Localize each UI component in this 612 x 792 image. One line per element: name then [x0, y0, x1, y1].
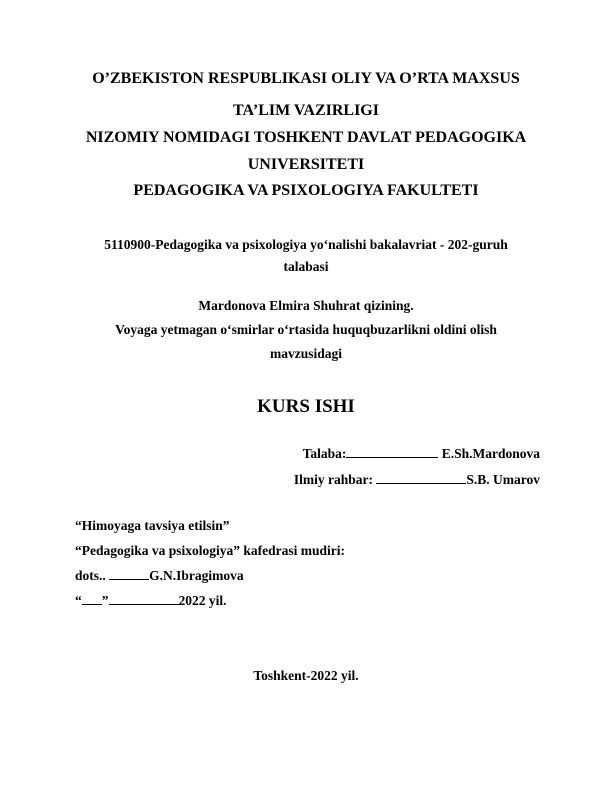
topic-line: Voyaga yetmagan o‘smirlar o‘rtasida huquqbuzarlikni oldini olish	[115, 322, 497, 337]
advisor-signature-line	[294, 472, 540, 488]
advisor-signature-name: S.B. Umarov	[466, 472, 540, 487]
advisor-signature-label: Ilmiy rahbar:	[293, 472, 373, 487]
student-signature-line	[303, 446, 540, 462]
approval-recommendation: “Himoyaga tavsiya etilsin”	[75, 518, 230, 533]
approval-date	[75, 593, 227, 609]
signature-blank	[346, 446, 438, 458]
day-blank	[82, 593, 102, 605]
ministry-line-2: TA’LIM VAZIRLIGI	[233, 102, 379, 119]
head-name: G.N.Ibragimova	[149, 568, 244, 583]
department-head-title: “Pedagogika va psixologiya” kafedrasi mudiri:	[75, 543, 346, 558]
student-name-line: Mardonova Elmira Shuhrat qizining.	[198, 298, 414, 313]
ministry-line-1: O’ZBEKISTON RESPUBLIKASI OLIY VA O’RTA MAXSUS	[92, 70, 520, 87]
month-blank	[109, 593, 179, 605]
city-year-footer: Toshkent-2022 yil.	[253, 668, 359, 683]
head-prefix: dots..	[75, 568, 106, 583]
signature-blank	[109, 568, 149, 580]
date-year: 2022 yil.	[178, 593, 227, 608]
faculty-line: PEDAGOGIKA VA PSIXOLOGIYA FAKULTETI	[133, 182, 479, 199]
signature-blank	[376, 472, 466, 484]
department-head-signature	[75, 568, 244, 584]
date-close-quote: ”	[101, 593, 109, 608]
student-signature-name: E.Sh.Mardonova	[441, 446, 540, 461]
student-signature-label: Talaba:	[302, 446, 347, 461]
topic-line-2: mavzusidagi	[269, 346, 342, 361]
university-line-2: UNIVERSITETI	[247, 156, 365, 173]
program-line: 5110900-Pedagogika va psixologiya yo‘nalishi bakalavriat - 202-guruh	[104, 237, 508, 252]
program-line-2: talabasi	[283, 259, 329, 274]
date-open-quote: “	[75, 593, 82, 608]
work-type-title: KURS ISHI	[257, 396, 355, 417]
university-line-1: NIZOMIY NOMIDAGI TOSHKENT DAVLAT PEDAGOGIKA	[85, 129, 527, 146]
